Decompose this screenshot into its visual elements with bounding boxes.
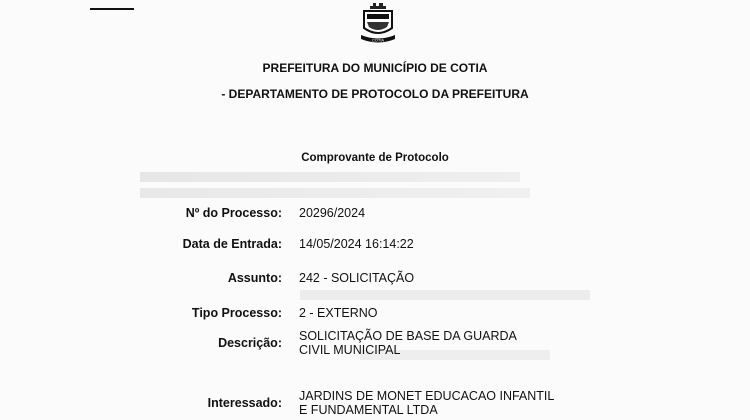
- coat-of-arms-icon: [358, 2, 398, 46]
- document-title: Comprovante de Protocolo: [301, 152, 449, 164]
- field-label: Data de Entrada:: [182, 237, 282, 251]
- bleed-through-text: [300, 290, 590, 300]
- field-value: 2 - EXTERNO: [299, 306, 378, 320]
- field-value: JARDINS DE MONET EDUCACAO INFANTIL E FUNDAMENTAL LTDA: [299, 389, 554, 417]
- municipality-heading: PREFEITURA DO MUNICÍPIO DE COTIA: [262, 61, 488, 75]
- field-value: 20296/2024: [299, 206, 366, 220]
- field-value: 242 - SOLICITAÇÃO: [299, 271, 415, 285]
- department-heading: - DEPARTAMENTO DE PROTOCOLO DA PREFEITURA: [221, 87, 529, 101]
- field-label: Interessado:: [207, 396, 282, 410]
- top-dash-mark: [90, 8, 134, 10]
- field-label: Nº do Processo:: [185, 206, 282, 220]
- field-label: Tipo Processo:: [191, 306, 282, 320]
- field-label: Descrição:: [218, 336, 282, 350]
- field-value: SOLICITAÇÃO DE BASE DA GUARDA CIVIL MUNICIPAL: [299, 329, 517, 357]
- emblem-banner-text: COTIA: [371, 37, 385, 43]
- field-label: Assunto:: [227, 271, 282, 285]
- field-value: 14/05/2024 16:14:22: [299, 237, 414, 251]
- bleed-through-text: [140, 172, 520, 182]
- bleed-through-text: [140, 188, 530, 198]
